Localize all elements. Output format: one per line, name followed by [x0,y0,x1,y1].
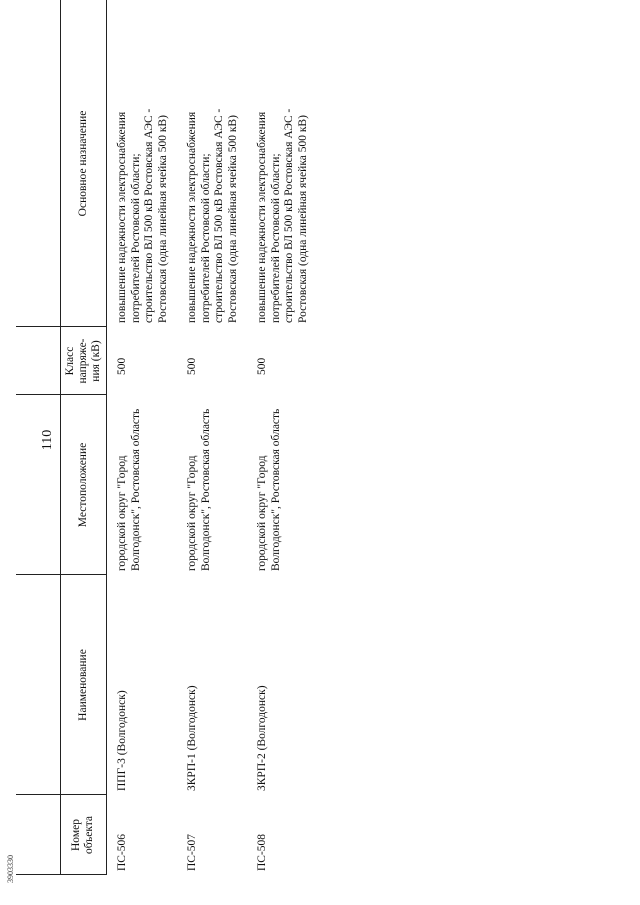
header-voltage: Класс напряже- ния (кВ) [63,338,102,384]
row-1-voltage: 500 [116,357,128,375]
row-1-purpose: повышение надежности электроснабжения потребителей Ростовской области; строительство ВЛ 500 кВ Ростовская АЭС - Ростовская (одна линейная ячейка 500 кВ) [116,108,169,323]
row-1-location: городской округ "Город Волгодонск", Ростовская область [116,408,142,571]
header-purpose: Основное назначение [76,110,89,217]
objects-table [16,0,320,875]
header-name: Наименование [76,649,89,721]
page-number: 110 [40,429,55,451]
row-2-purpose: повышение надежности электроснабжения потребителей Ростовской области; строительство ВЛ 500 кВ Ростовская АЭС - Ростовская (одна линейная ячейка 500 кВ) [186,108,239,323]
table-header-rule [106,0,107,875]
header-number: Номер объекта [70,815,95,855]
row-3-number: ПС-508 [256,833,268,871]
row-2-location: городской округ "Город Волгодонск", Ростовская область [186,408,212,571]
document-code: 3903330 [6,855,15,883]
row-3-location: городской округ "Город Волгодонск", Ростовская область [256,408,282,571]
row-3-purpose: повышение надежности электроснабжения потребителей Ростовской области; строительство ВЛ 500 кВ Ростовская АЭС - Ростовская (одна линейная ячейка 500 кВ) [256,108,309,323]
row-2-name: ЗКРП-1 (Волгодонск) [186,685,198,791]
row-2-voltage: 500 [186,357,198,375]
row-1-name: ППГ-3 (Волгодонск) [116,690,128,791]
row-3-voltage: 500 [256,357,268,375]
row-1-number: ПС-506 [116,833,128,871]
header-location: Местоположение [76,442,89,528]
row-3-name: ЗКРП-2 (Волгодонск) [256,685,268,791]
row-2-number: ПС-507 [186,833,198,871]
